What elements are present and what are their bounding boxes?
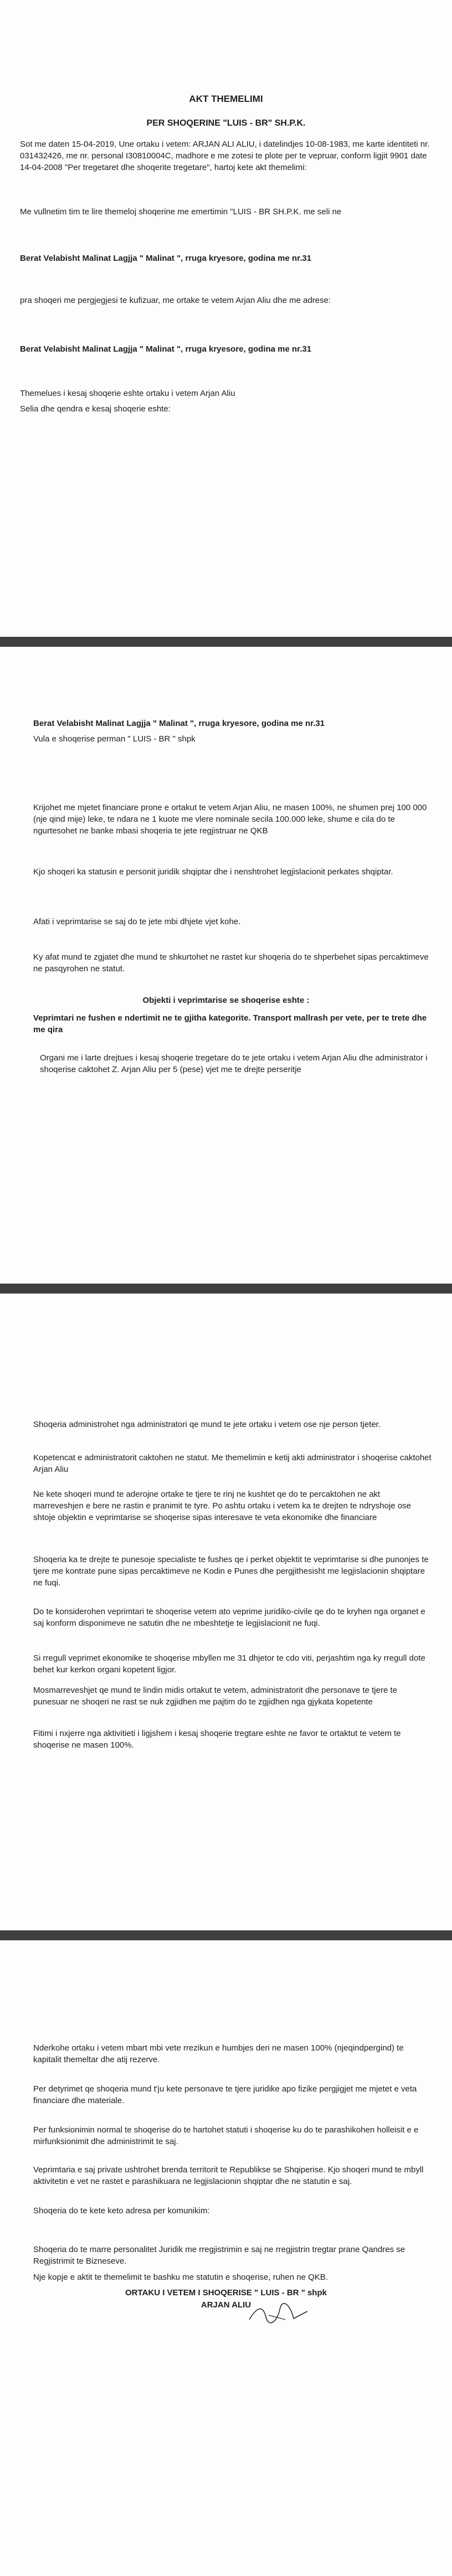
closing-signatory-line: ORTAKU I VETEM I SHOQERISE " LUIS - BR " shpk [125, 2288, 327, 2297]
deed-intro-paragraph: Sot me daten 15-04-2019, Une ortaku i vetem: ARJAN ALI ALIU, i datelindjes 10-08-1983, me karte identiteti nr. 031432426, me nr. personal I30810004C, madhore e me zotesi te plote per te vepruar, conform ligjit 9901 date 14-04-2008 "Per tregetaret dhe shoqerite tregetare", hartoj kete akt themelimi: [20, 140, 430, 172]
fiscal-year-paragraph: Si rregull veprimet ekonomike te shoqerise mbyllen me 31 dhjetor te cdo viti, perjashtim nga ky rregull dote behet kur kerkon organi kopetent ligjor. [33, 1653, 425, 1675]
profit-paragraph: Fitimi i nxjerre nga aktivitieti i ligjshem i kesaj shoqerie tregtare eshte ne favor te ortaktut te vetem te shoqerise ne masen 100%. [33, 1729, 401, 1750]
company-stamp-statement: Vula e shoqerise perman " LUIS - BR " shpk [33, 734, 196, 744]
disputes-paragraph: Mosmarreveshjet qe mund te lindin midis ortakut te vetem, administratorit dhe personave te tjere te punesuar ne shoqeri ne rast se nuk zgjidhen me pajtim do te zgjidhen nga gjykata kopetente [33, 1686, 397, 1707]
deed-title: AKT THEMELIMI [189, 94, 263, 104]
territory-paragraph: Veprimtaria e saj private ushtrohet brenda territorit te Republikse se Shqiperise. Kjo shoqeri mund te mbyll aktivitetin e vet ne rastet e parashikuara ne legjislacionin shqiptar dhe ne statutin e saj. [33, 2165, 424, 2186]
object-paragraph: Veprimtari ne fushen e ndertimit ne te gjitha kategorite. Transport mallrash per vete, per te trete dhe me qira [33, 1013, 427, 1034]
document-page-4 [0, 1940, 452, 2576]
signer-name: ARJAN ALIU [201, 2300, 251, 2310]
registered-address-1: Berat Velabisht Malinat Lagjja " Malinat ", rruga kryesore, godina me nr.31 [20, 254, 312, 263]
founder-statement: Themelues i kesaj shoqerie eshte ortaku i vetem Arjan Aliu [20, 389, 235, 398]
employment-paragraph: Shoqeria ka te drejte te punesoje specialiste te fushes qe i perket objektit te veprimtarise si dhe punonjes te tjere me kontrate pune sipas percaktimeve ne Kodin e Punes dhe pergjithesisht me legjislacionin shqiptare ne fuqi. [33, 1555, 429, 1588]
statute-paragraph: Per funksionimin normal te shoqerise do te hartohet statuti i shoqerise ku do te parashikohen holleisit e e mirfunksionimit dhe administrimit te saj. [33, 2125, 419, 2146]
communication-addresses: Shoqeria do te kete keto adresa per komunikim: [33, 2206, 210, 2216]
administration-paragraph: Shoqeria administrohet nga administratori qe mund te jete ortaku i vetem ose nje person tjeter. [33, 1420, 381, 1429]
extension-paragraph: Ky afat mund te zgjatet dhe mund te shkurtohet ne rastet kur shoqeria do te shperbehet sipas percaktimeve ne pasqyrohen ne statut. [33, 952, 429, 973]
document-page-1 [0, 0, 452, 637]
document-page-3 [0, 1294, 452, 1930]
resolution-paragraph: Me vullnetim tim te lire themeloj shoqerine me emertimin "LUIS - BR SH.P.K. me seli ne [20, 207, 342, 217]
deed-subtitle: PER SHOQERINE "LUIS - BR" SH.P.K. [146, 119, 306, 128]
registered-address: Berat Velabisht Malinat Lagjja " Malinat ", rruga kryesore, godina me nr.31 [33, 719, 325, 728]
obligations-paragraph: Per detyrimet qe shoqeria mund t'ju kete personave te tjere juridike apo fizike pergjigjet me mjetet e veta financiare dhe materiale. [33, 2084, 417, 2105]
copy-storage-paragraph: Nje kopje e aktit te themelimit te bashku me statutin e shoqerise, ruhen ne QKB. [33, 2273, 328, 2282]
limited-liability-paragraph: pra shoqeri me pergjegjesi te kufizuar, me ortake te vetem Arjan Aliu dhe me adrese: [20, 296, 331, 305]
competencies-paragraph: Kopetencat e administratorit caktohen ne statut. Me themelimin e ketij akti administrator i shoqerise caktohet Arjan Aliu [33, 1453, 432, 1474]
handwritten-signature-icon [246, 2303, 313, 2325]
legal-status-paragraph: Kjo shoqeri ka statusin e personit juridik shqiptar dhe i nenshtrohet legjislacionit perkates shqiptar. [33, 867, 393, 877]
object-heading: Objekti i veprimtarise se shoqerise eshte : [142, 996, 310, 1005]
seat-statement: Selia dhe qendra e kesaj shoqerie eshte: [20, 404, 171, 414]
document-page-2 [0, 647, 452, 1284]
liability-paragraph: Nderkohe ortaku i vetem mbart mbi vete rrezikun e humbjes deri ne masen 100% (njeqindpergind) te kapitalit themeltar dhe atij rezerve. [33, 2043, 404, 2064]
capital-paragraph: Krijohet me mjetet financiare prone e ortakut te vetem Arjan Aliu, ne masen 100%, ne shumen prej 100 000 (nje qind mije) leke, te ndara ne 1 kuote me vlere nominale secila 100.000 leke, shume e cila do te ngurtesohet ne banke mbasi shoqeria te jete regjistruar ne QKB [33, 803, 427, 836]
legal-acts-paragraph: Do te konsiderohen veprimtari te shoqerise vetem ato veprime juridiko-civile qe do te kryhen nga organet e saj konform disponimeve ne satutin dhe ne mbeshtetje te legjislacionit ne fuqi. [33, 1607, 425, 1628]
new-partners-paragraph: Ne kete shoqeri mund te aderojne ortake te tjere te rinj ne kushtet qe do te percaktohen ne akt marreveshjen e bere ne rastin e pranimit te tyre. Po ashtu ortaku i vetem ka te drejten te ndryshoje ose shtoje objektin e veprimtarise se shoqerise sipas interesave te veta ekonomike dhe financiare [33, 1490, 412, 1522]
management-paragraph: Organi me i larte drejtues i kesaj shoqerie tregetare do te jete ortaku i vetem Arjan Aliu dhe administrator i shoqerise caktohet Z. Arjan Aliu per 5 (pese) vjet me te drejte perseritje [40, 1053, 428, 1074]
registered-address-2: Berat Velabisht Malinat Lagjja " Malinat ", rruga kryesore, godina me nr.31 [20, 344, 312, 354]
registration-paragraph: Shoqeria do te marre personalitet Juridik me rregjistrimin e saj ne rregjistrin tregtar prane Qandres se Regjistrimit te Bizneseve. [33, 2245, 405, 2266]
duration-paragraph: Afati i veprimtarise se saj do te jete mbi dhjete vjet kohe. [33, 917, 241, 926]
